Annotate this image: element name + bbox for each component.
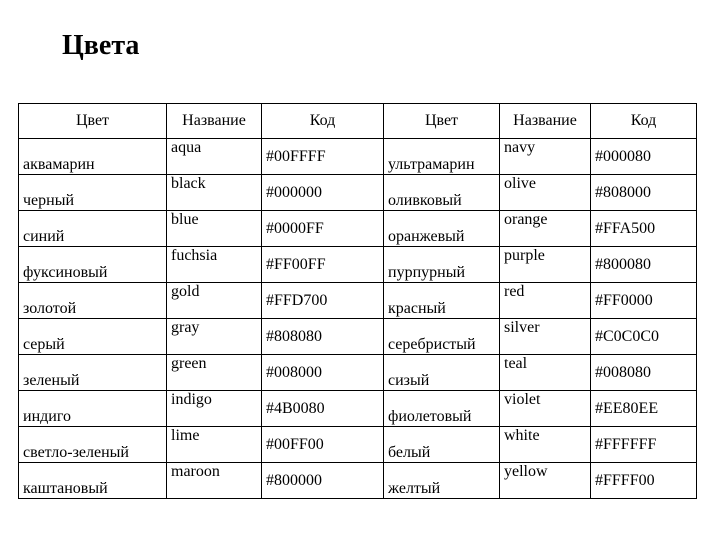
table-row: [19, 391, 697, 427]
hex-code-cell: #00FFFF: [262, 139, 384, 175]
hex-code-cell: #FF0000: [591, 283, 697, 319]
hex-code-cell: #FFA500: [591, 211, 697, 247]
table-row: [19, 319, 697, 355]
table-row: [19, 355, 697, 391]
english-name-cell: violet: [500, 391, 591, 427]
hex-code-cell: #4B0080: [262, 391, 384, 427]
english-name-cell: red: [500, 283, 591, 319]
russian-name-cell: фуксиновый: [19, 247, 167, 283]
russian-name-cell: желтый: [384, 463, 500, 499]
hex-code-cell: #808080: [262, 319, 384, 355]
russian-name-cell: красный: [384, 283, 500, 319]
hex-code-cell: #000000: [262, 175, 384, 211]
table-row: [19, 247, 697, 283]
table-row: [19, 211, 697, 247]
russian-name-cell: синий: [19, 211, 167, 247]
hex-code-cell: #008000: [262, 355, 384, 391]
table-row: [19, 427, 697, 463]
table-row: [19, 175, 697, 211]
english-name-cell: yellow: [500, 463, 591, 499]
hex-code-cell: #FFFFFF: [591, 427, 697, 463]
hex-code-cell: #800000: [262, 463, 384, 499]
hex-code-cell: #C0C0C0: [591, 319, 697, 355]
colors-table: [18, 103, 697, 499]
russian-name-cell: сизый: [384, 355, 500, 391]
english-name-cell: aqua: [167, 139, 262, 175]
hex-code-cell: #008080: [591, 355, 697, 391]
russian-name-cell: белый: [384, 427, 500, 463]
english-name-cell: navy: [500, 139, 591, 175]
russian-name-cell: аквамарин: [19, 139, 167, 175]
header-color-2: Цвет: [384, 104, 500, 139]
russian-name-cell: серебристый: [384, 319, 500, 355]
table-body: [19, 139, 697, 499]
russian-name-cell: оранжевый: [384, 211, 500, 247]
russian-name-cell: фиолетовый: [384, 391, 500, 427]
english-name-cell: fuchsia: [167, 247, 262, 283]
hex-code-cell: #FFFF00: [591, 463, 697, 499]
russian-name-cell: серый: [19, 319, 167, 355]
header-code-2: Код: [591, 104, 697, 139]
english-name-cell: black: [167, 175, 262, 211]
english-name-cell: silver: [500, 319, 591, 355]
hex-code-cell: #808000: [591, 175, 697, 211]
english-name-cell: gold: [167, 283, 262, 319]
english-name-cell: gray: [167, 319, 262, 355]
russian-name-cell: пурпурный: [384, 247, 500, 283]
russian-name-cell: зеленый: [19, 355, 167, 391]
english-name-cell: blue: [167, 211, 262, 247]
english-name-cell: white: [500, 427, 591, 463]
english-name-cell: green: [167, 355, 262, 391]
english-name-cell: orange: [500, 211, 591, 247]
page-title: Цвета: [62, 30, 140, 61]
table-row: [19, 283, 697, 319]
table-header-row: [19, 104, 697, 139]
russian-name-cell: ультрамарин: [384, 139, 500, 175]
hex-code-cell: #FFD700: [262, 283, 384, 319]
hex-code-cell: #000080: [591, 139, 697, 175]
english-name-cell: teal: [500, 355, 591, 391]
hex-code-cell: #00FF00: [262, 427, 384, 463]
header-name: Название: [167, 104, 262, 139]
hex-code-cell: #0000FF: [262, 211, 384, 247]
header-color: Цвет: [19, 104, 167, 139]
russian-name-cell: оливковый: [384, 175, 500, 211]
russian-name-cell: каштановый: [19, 463, 167, 499]
table-row: [19, 139, 697, 175]
hex-code-cell: #EE80EE: [591, 391, 697, 427]
russian-name-cell: черный: [19, 175, 167, 211]
header-name-2: Название: [500, 104, 591, 139]
table-row: [19, 463, 697, 499]
english-name-cell: indigo: [167, 391, 262, 427]
hex-code-cell: #FF00FF: [262, 247, 384, 283]
russian-name-cell: золотой: [19, 283, 167, 319]
russian-name-cell: светло-зеленый: [19, 427, 167, 463]
russian-name-cell: индиго: [19, 391, 167, 427]
hex-code-cell: #800080: [591, 247, 697, 283]
english-name-cell: maroon: [167, 463, 262, 499]
english-name-cell: olive: [500, 175, 591, 211]
header-code: Код: [262, 104, 384, 139]
english-name-cell: lime: [167, 427, 262, 463]
english-name-cell: purple: [500, 247, 591, 283]
